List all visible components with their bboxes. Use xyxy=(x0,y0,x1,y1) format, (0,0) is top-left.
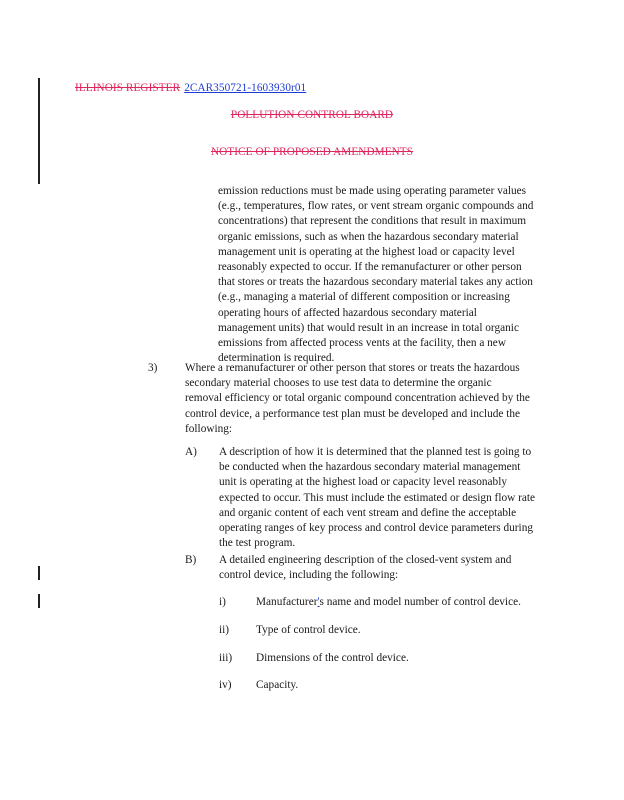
change-bar-mid xyxy=(38,566,40,580)
subitem-iv-label: iv) xyxy=(219,679,232,691)
change-bar-bottom xyxy=(38,594,40,608)
subitem-iv-text: Capacity. xyxy=(256,679,299,691)
subitem-ii-text: Type of control device. xyxy=(256,624,361,636)
subitem-ii-label: ii) xyxy=(219,624,230,636)
change-bar-top xyxy=(38,78,40,184)
register-suffix: 2CAR350721-1603930r01 xyxy=(184,82,307,94)
continuation-paragraph: emission reductions must be made using operating parameter values (e.g., temperatures, flow rates, or vent stream organic compounds and concentrations) that represent the conditions that result in maximum organic emissions, such as when the hazardous secondary material management unit is operating at the highest load or capacity level reasonably expected to occur. If the remanufacturer or other person that stores or treats the hazardous secondary material takes any action (e.g., managing a material of different composition or increasing operating hours of affected hazardous secondary material management units) that would result in an increase in total organic emissions from affected process vents at the facility, then a new determination is required. xyxy=(218,185,534,365)
item-3-label: 3) xyxy=(148,362,158,374)
subitem-iii-label: iii) xyxy=(219,652,233,664)
item-B-text: A detailed engineering description of the closed-vent system and control device, including the following: xyxy=(219,554,512,582)
subitem-i-text-a: Manufacturer xyxy=(256,596,318,608)
item-A-label: A) xyxy=(185,446,197,458)
item-3-text: Where a remanufacturer or other person that stores or treats the hazardous secondary material chooses to use test data to determine the organic removal efficiency or total organic compound concentration achieved by the control device, a performance test plan must be developed and include the following: xyxy=(185,362,530,435)
subitem-i-label: i) xyxy=(219,596,226,608)
board-title xyxy=(0,109,624,121)
subitem-i-inserted: ' xyxy=(317,596,320,608)
subitem-i-text-b: s name and model number of control device. xyxy=(319,596,521,608)
item-B-label: B) xyxy=(185,554,197,566)
register-header xyxy=(75,82,306,94)
subitem-i-text xyxy=(256,595,521,610)
board-title-text: POLLUTION CONTROL BOARD xyxy=(230,109,394,121)
item-A-text: A description of how it is determined that the planned test is going to be conducted when the hazardous secondary material management unit is operating at the highest load or capacity level reasonably expected to occur. This must include the estimated or design flow rate and organic content of each vent stream and define the acceptable operating ranges of key process and control device parameters during the test program. xyxy=(219,446,536,550)
notice-title xyxy=(0,146,624,158)
register-prefix: ILLINOIS REGISTER xyxy=(75,82,181,94)
notice-title-text: NOTICE OF PROPOSED AMENDMENTS xyxy=(210,146,414,158)
subitem-iii-text: Dimensions of the control device. xyxy=(256,652,409,664)
